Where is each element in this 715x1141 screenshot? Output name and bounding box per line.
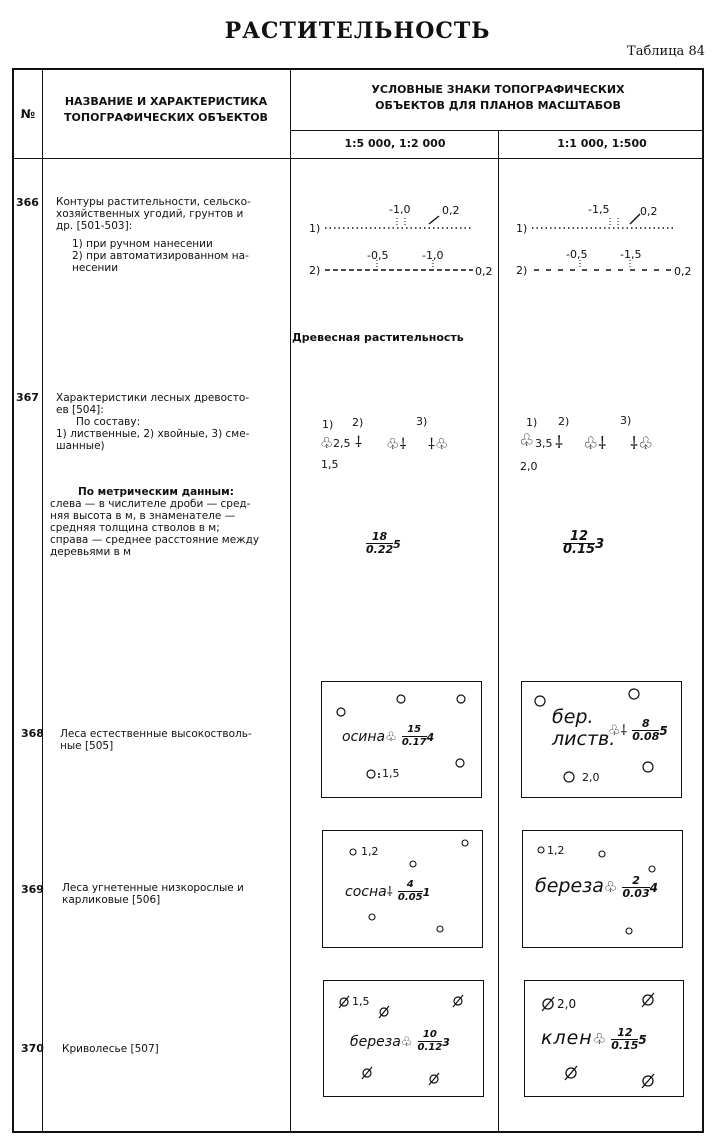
- row-367-b-marker2: 2): [558, 415, 570, 428]
- row-366-b-line2-symbol: [534, 258, 694, 278]
- row-366-sub2b: несении: [72, 262, 119, 274]
- mixed-tree-icon-2: ⸸♧: [428, 435, 449, 453]
- row-368-a-den: 0.17: [401, 737, 427, 748]
- row-366-description: [56, 196, 286, 274]
- row-367-b-den: 0.15: [563, 542, 596, 557]
- row-370-b-species: клен: [541, 1027, 593, 1049]
- row-366-a-value1: -1,0: [389, 203, 411, 216]
- conifer-tree-icon: ⸸: [355, 433, 363, 451]
- row-370-a-label: [350, 1029, 450, 1054]
- col-header-signs-line1: УСЛОВНЫЕ ЗНАКИ ТОПОГРАФИЧЕСКИХ: [371, 83, 625, 96]
- row-368-a-num: 15: [402, 724, 427, 737]
- row-370-number: 370: [21, 1042, 44, 1055]
- deciduous-tree-icon: ♧: [592, 1030, 607, 1048]
- row-368-a-spacing: 1,5: [382, 767, 400, 780]
- row-366-a-width2: 0,2: [475, 265, 493, 278]
- row-369-a-den: 0.05: [397, 892, 423, 903]
- row-370-a-species: береза: [350, 1034, 401, 1050]
- row-367-metric-line3: средняя толщина стволов в м;: [50, 522, 220, 534]
- row-367-a-marker2: 2): [352, 416, 364, 429]
- deciduous-tree-icon: ♧: [320, 434, 334, 452]
- row-370-b-num: 12: [611, 1027, 638, 1040]
- col-divider-name: [290, 70, 291, 1131]
- section-label: Древесная растительность: [292, 331, 464, 344]
- row-368-a-species: осина: [342, 729, 386, 745]
- row-367-composition-title: По составу:: [76, 416, 141, 428]
- conifer-tree-icon-b: ⸸: [555, 433, 563, 453]
- row-366-b-width1: 0,2: [640, 205, 658, 218]
- row-369-line1: Леса угнетенные низкорослые и: [62, 882, 244, 894]
- row-369-b-sign-box: [522, 830, 683, 948]
- row-367-a-num: 18: [366, 531, 393, 544]
- row-367-a-right: 5: [393, 538, 401, 551]
- row-370-line1: Криволесье [507]: [62, 1043, 159, 1055]
- row-369-b-num: 2: [622, 875, 649, 888]
- header-bottom-line: [14, 158, 702, 159]
- row-367-a-gap: 2,5: [333, 437, 351, 450]
- row-368-b-den: 0.08: [632, 730, 660, 743]
- row-369-b-den: 0.03: [622, 887, 650, 900]
- row-367-metric-title: По метрическим данным:: [78, 486, 234, 498]
- row-369-b-right: 4: [649, 881, 658, 895]
- row-370-a-spacing: 1,5: [352, 995, 370, 1008]
- deciduous-tree-icon: ♧: [603, 878, 618, 896]
- row-370-b-label: [541, 1027, 647, 1052]
- col-divider-num: [42, 70, 43, 1131]
- mixed-tree-icon: ♧⸸: [386, 435, 407, 453]
- col-header-num: №: [20, 107, 36, 121]
- row-370-b-right: 5: [638, 1033, 647, 1047]
- row-370-description: [62, 1043, 288, 1055]
- row-369-b-spacing: 1,2: [547, 844, 565, 857]
- row-368-b-spacing: 2,0: [582, 771, 600, 784]
- row-366-a-line2-symbol: [325, 258, 485, 278]
- row-370-a-right: 3: [442, 1036, 450, 1049]
- row-367-metric-line4: справа — среднее расстояние между: [50, 534, 260, 546]
- row-367-line1: Характеристики лесных древосто-: [56, 392, 250, 404]
- row-368-a-right: 4: [426, 731, 435, 744]
- row-366-b-value1: -1,5: [588, 203, 610, 216]
- row-366-b-label1: 1): [516, 222, 528, 235]
- row-366-line2: хозяйственных угодий, грунтов и: [56, 208, 244, 220]
- row-368-b-right: 5: [659, 724, 668, 738]
- mixed-tree-icon-b: ♧⸸: [583, 434, 607, 454]
- col-header-name-line1: НАЗВАНИЕ И ХАРАКТЕРИСТИКА: [64, 95, 268, 108]
- row-369-a-right: 1: [422, 886, 431, 899]
- row-368-a-sign-box: [321, 681, 482, 798]
- row-366-b-line1-symbol: [532, 200, 692, 240]
- row-368-b-species1: бер.: [552, 706, 594, 728]
- row-368-line2: ные [505]: [60, 740, 114, 752]
- row-367-b-gap: 3,5: [535, 437, 553, 450]
- deciduous-tree-icon: ♧: [385, 730, 397, 745]
- row-366-sub2a: 2) при автоматизированном на-: [72, 250, 249, 262]
- row-369-a-num: 4: [398, 879, 423, 892]
- row-367-number: 367: [16, 391, 39, 404]
- row-369-b-label: [535, 875, 658, 900]
- row-366-a-label2: 2): [309, 264, 321, 277]
- row-366-line3: др. [501-503]:: [56, 220, 133, 232]
- row-370-b-sign-box: [524, 980, 684, 1097]
- row-367-b-fraction: [563, 531, 604, 556]
- row-369-a-label: [345, 879, 430, 904]
- col-header-signs: [292, 82, 704, 114]
- row-369-number: 369: [21, 883, 44, 896]
- table-number: Таблица 84: [627, 44, 705, 59]
- deciduous-tree-icon-b: ♧: [519, 431, 535, 451]
- row-368-number: 368: [21, 727, 44, 740]
- row-367-line2: ев [504]:: [56, 404, 104, 416]
- row-368-a-label: [342, 724, 434, 749]
- col-header-name: [44, 94, 288, 126]
- row-367-a-den: 0.22: [366, 543, 394, 556]
- row-366-sub1: 1) при ручном нанесении: [72, 238, 213, 250]
- row-370-b-den: 0.15: [611, 1039, 639, 1052]
- row-369-description: [62, 882, 288, 906]
- conifer-tree-icon: ⸸: [386, 885, 393, 900]
- row-367-b-marker1: 1): [526, 416, 538, 429]
- row-366-a-label1: 1): [309, 222, 321, 235]
- row-370-a-num: 10: [418, 1029, 443, 1042]
- row-368-line1: Леса естественные высокостволь-: [60, 728, 252, 740]
- header-split-line: [290, 130, 702, 131]
- row-367-a-fraction: [366, 531, 401, 556]
- row-367-description: [56, 392, 288, 452]
- row-368-b-species: [552, 706, 615, 750]
- mixed-tree-icon: ♧⸸: [608, 723, 628, 739]
- row-370-a-den: 0.12: [417, 1042, 443, 1053]
- row-368-b-num: 8: [632, 718, 659, 731]
- row-368-b-label: [608, 718, 668, 743]
- row-369-a-species: сосна: [345, 884, 387, 900]
- row-367-metric: [50, 486, 288, 558]
- row-368-b-species2: листв.: [552, 728, 616, 750]
- row-367-b-marker3: 3): [620, 414, 632, 427]
- row-366-b-width2: 0,2: [674, 265, 692, 278]
- row-367-metric-line1: слева — в числителе дроби — сред-: [50, 498, 251, 510]
- row-367-metric-line2: няя высота в м, в знаменателе —: [50, 510, 236, 522]
- row-366-a-value2b: -1,0: [422, 249, 444, 262]
- scale-header-b: 1:1 000, 1:500: [557, 137, 647, 150]
- row-366-a-width1: 0,2: [442, 204, 460, 217]
- row-367-composition-a: 1) лиственные, 2) хвойные, 3) сме-: [56, 428, 250, 440]
- col-divider-scale: [498, 130, 499, 1131]
- row-366-b-label2: 2): [516, 264, 528, 277]
- row-366-line1: Контуры растительности, сельско-: [56, 196, 251, 208]
- row-367-a-marker3: 3): [416, 415, 428, 428]
- col-header-signs-line2: ОБЪЕКТОВ ДЛЯ ПЛАНОВ МАСШТАБОВ: [375, 99, 621, 112]
- row-368-description: [60, 728, 288, 752]
- row-367-metric-line5: деревьями в м: [50, 546, 132, 558]
- row-367-a-below: 1,5: [321, 458, 339, 471]
- row-370-b-spacing: 2,0: [557, 997, 577, 1011]
- row-367-composition-b: шанные): [56, 440, 105, 452]
- row-369-b-species: береза: [535, 875, 604, 897]
- page-title: РАСТИТЕЛЬНОСТЬ: [224, 18, 491, 44]
- row-367-b-below: 2,0: [520, 460, 538, 473]
- row-366-b-value2b: -1,5: [620, 248, 642, 261]
- scale-header-a: 1:5 000, 1:2 000: [344, 137, 446, 150]
- col-header-name-line2: ТОПОГРАФИЧЕСКИХ ОБЪЕКТОВ: [64, 111, 268, 124]
- row-367-b-num: 12: [563, 531, 595, 544]
- row-366-b-value2a: -0,5: [566, 248, 588, 261]
- row-369-a-sign-box: [322, 830, 483, 948]
- row-366-number: 366: [16, 196, 39, 209]
- row-369-line2: карликовые [506]: [62, 894, 161, 906]
- mixed-tree-icon-b2: ⸸♧: [630, 434, 654, 454]
- row-368-b-sign-box: [521, 681, 682, 798]
- row-369-a-spacing: 1,2: [361, 845, 379, 858]
- row-366-a-value2a: -0,5: [367, 249, 389, 262]
- row-367-b-right: 3: [595, 537, 605, 552]
- deciduous-tree-icon: ♧: [400, 1035, 413, 1050]
- row-367-a-marker1: 1): [322, 418, 334, 431]
- row-370-a-sign-box: [323, 980, 484, 1097]
